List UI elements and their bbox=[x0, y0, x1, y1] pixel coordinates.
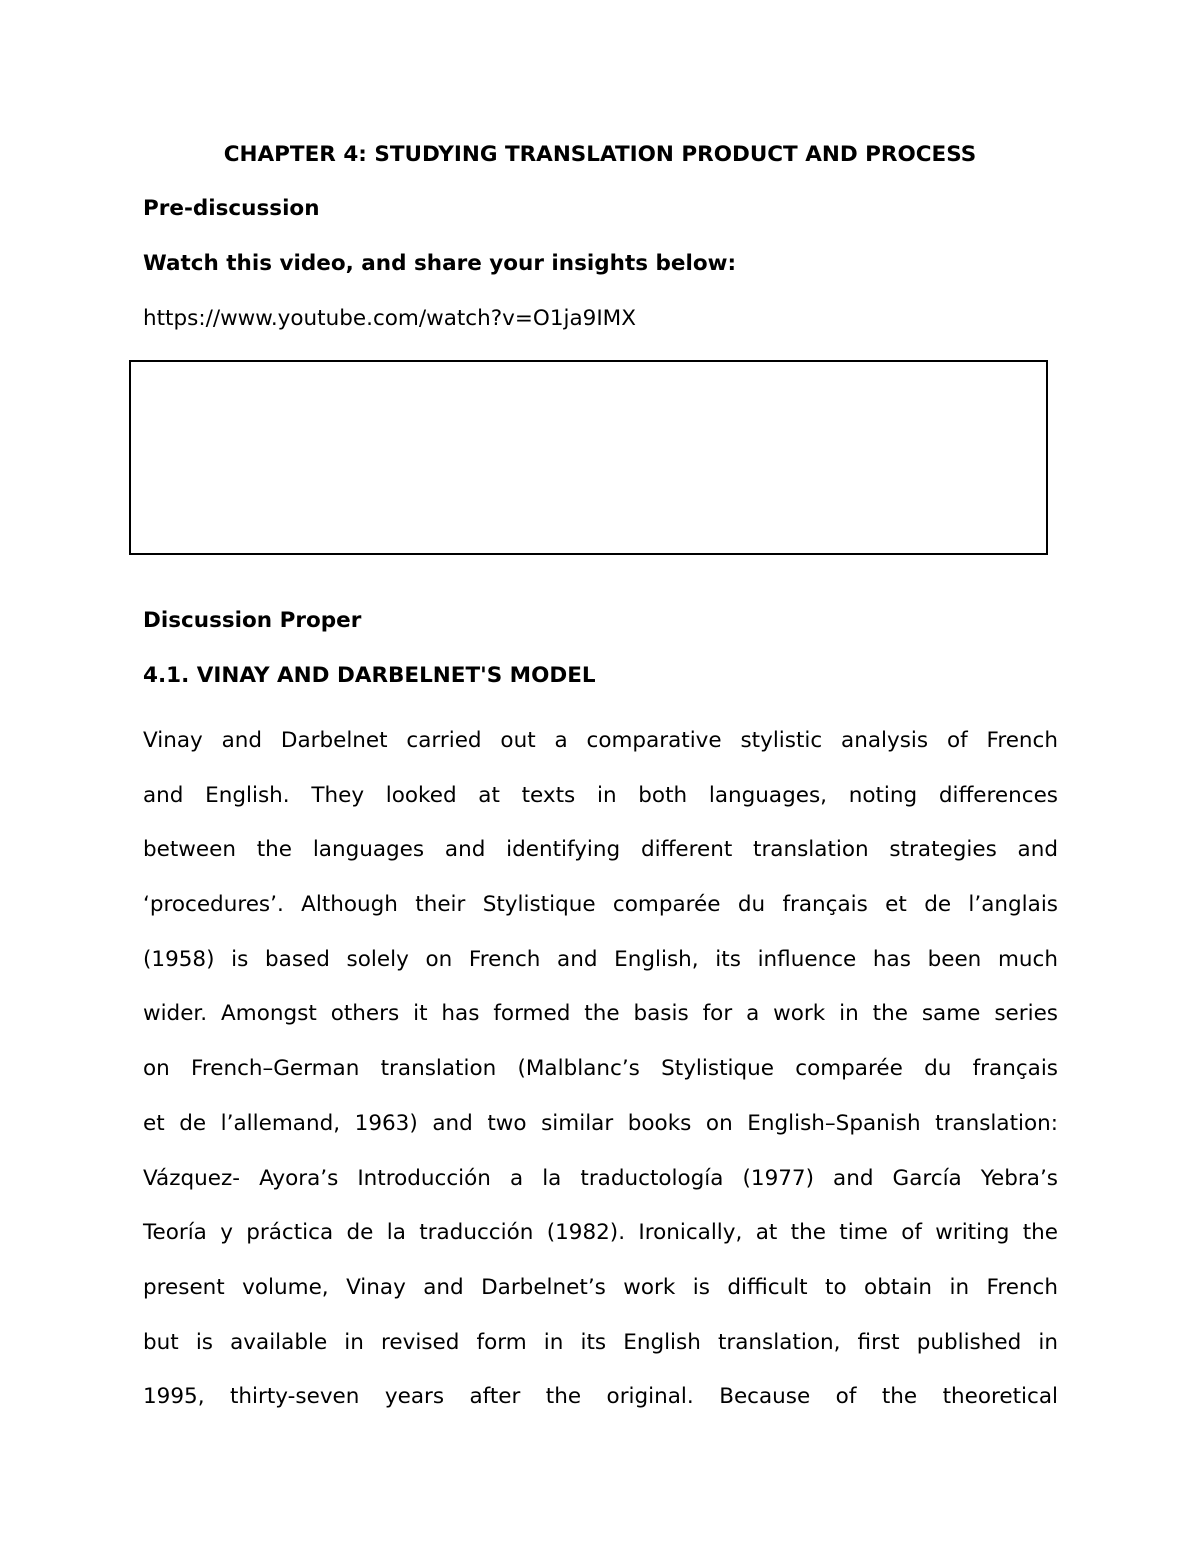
body-paragraph bbox=[143, 714, 1058, 1425]
body-line: Vázquez- Ayora’s Introducción a la traductología (1977) and García Yebra’s bbox=[143, 1165, 1058, 1191]
body-line: but is available in revised form in its English translation, first published in bbox=[143, 1329, 1058, 1355]
body-line: wider. Amongst others it has formed the basis for a work in the same series bbox=[143, 1001, 1058, 1027]
body-line: Vinay and Darbelnet carried out a comparative stylistic analysis of French bbox=[143, 728, 1058, 753]
body-line: ‘procedures’. Although their Stylistique comparée du français et de l’anglais bbox=[143, 892, 1058, 918]
video-link[interactable]: https://www.youtube.com/watch?v=O1ja9IMX bbox=[143, 306, 636, 331]
instruction-text: Watch this video, and share your insights below: bbox=[143, 251, 737, 276]
body-line: present volume, Vinay and Darbelnet’s work is difficult to obtain in French bbox=[143, 1274, 1058, 1300]
body-line: Teoría y práctica de la traducción (1982). Ironically, at the time of writing the bbox=[143, 1220, 1058, 1246]
body-line: on French–German translation (Malblanc’s Stylistique comparée du français bbox=[143, 1056, 1058, 1082]
section-heading: 4.1. VINAY AND DARBELNET'S MODEL bbox=[143, 663, 596, 688]
pre-discussion-heading: Pre-discussion bbox=[143, 196, 320, 221]
insights-answer-box[interactable] bbox=[129, 360, 1048, 555]
body-line: (1958) is based solely on French and English, its influence has been much bbox=[143, 946, 1058, 972]
body-line: 1995, thirty-seven years after the original. Because of the theoretical bbox=[143, 1384, 1058, 1410]
body-line: between the languages and identifying different translation strategies and bbox=[143, 837, 1058, 863]
discussion-proper-heading: Discussion Proper bbox=[143, 608, 362, 633]
body-line: and English. They looked at texts in both languages, noting differences bbox=[143, 782, 1058, 808]
body-line: et de l’allemand, 1963) and two similar books on English–Spanish translation: bbox=[143, 1110, 1058, 1136]
chapter-title: CHAPTER 4: STUDYING TRANSLATION PRODUCT AND PROCESS bbox=[223, 142, 977, 167]
